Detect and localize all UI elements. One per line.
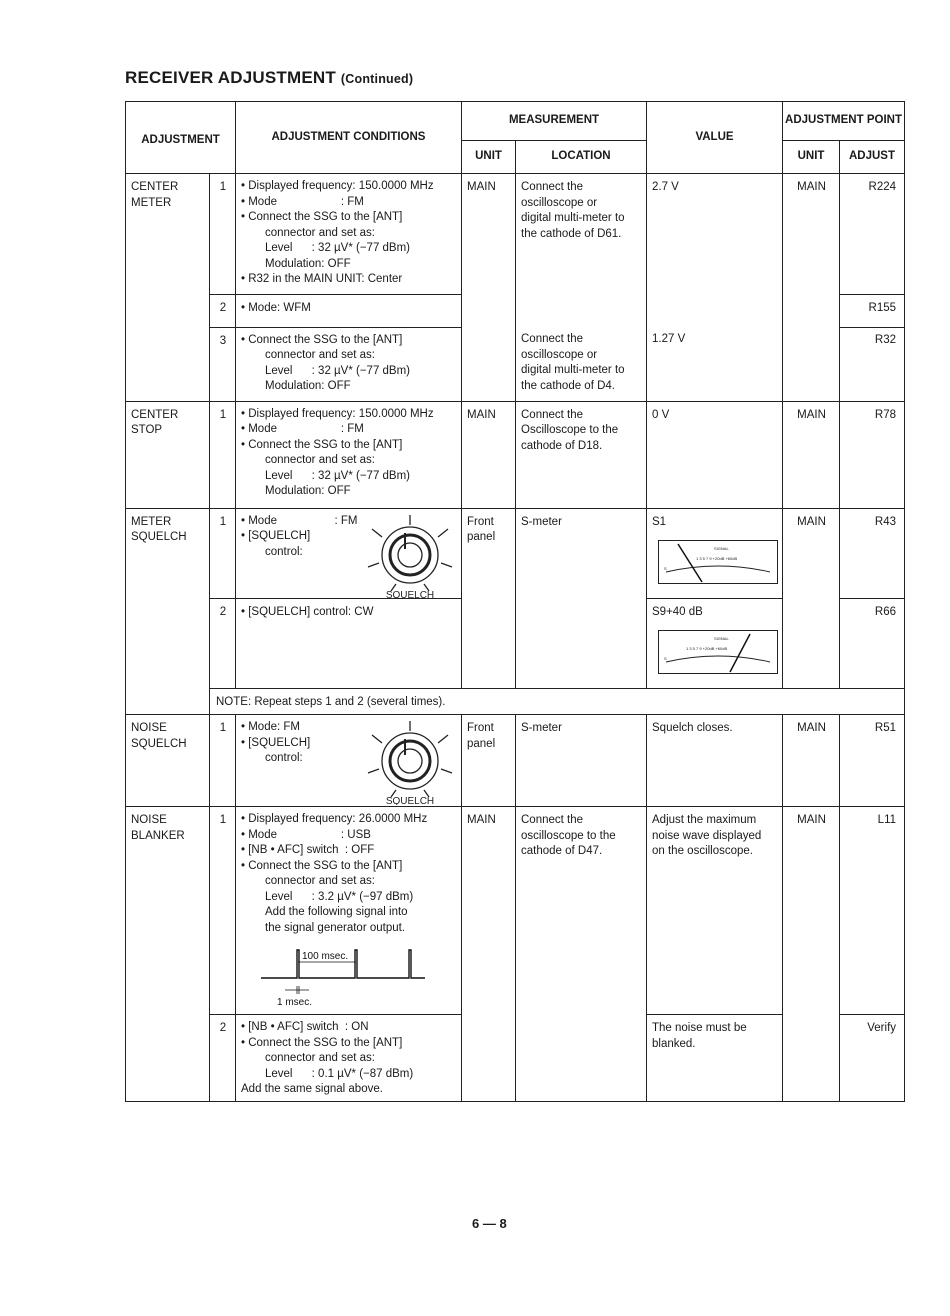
center-meter-name: CENTER METER [126, 174, 210, 402]
svg-text:SIGNAL: SIGNAL [714, 546, 729, 551]
adjust-cell: R78 [840, 401, 905, 508]
header-conditions: ADJUSTMENT CONDITIONS [236, 102, 462, 174]
location-cell: Connect the oscilloscope or digital multi-meter to the cathode of D4. [516, 327, 647, 401]
conditions-cell: • [NB • AFC] switch : ON • Connect the SSG to the [ANT] connector and set as: Level : 0.1 µV* (−87 dBm) Add the same signal above. [236, 1015, 462, 1102]
adj-unit-cell: MAIN [783, 715, 840, 807]
value-cell: 1.27 V [647, 327, 783, 401]
header-adj-point: ADJUSTMENT POINT [783, 102, 905, 141]
step-number: 1 [210, 401, 236, 508]
location-cell: Connect the Oscilloscope to the cathode of D18. [516, 401, 647, 508]
conditions-cell: • Displayed frequency: 26.0000 MHz • Mode : USB • [NB • AFC] switch : OFF • Connect the SSG to the [ANT] connector and set as: Level : 3.2 µV* (−97 dBm) Add the following signal into the signal generator output. 100 msec. 1 msec. [236, 807, 462, 1015]
s-meter-s9-icon [658, 630, 778, 674]
table-row [126, 401, 905, 508]
adjust-cell: R32 [840, 327, 905, 401]
header-value: VALUE [647, 102, 783, 174]
adjust-cell: R66 [840, 598, 905, 688]
adjust-cell: Verify [840, 1015, 905, 1102]
header-location: LOCATION [516, 141, 647, 174]
unit-cell: Front panel [462, 508, 516, 688]
location-cell: S-meter [516, 715, 647, 807]
conditions-cell: • Connect the SSG to the [ANT] connector and set as: Level : 32 µV* (−77 dBm) Modulation: OFF [236, 327, 462, 401]
svg-text:1 3 5 7 9 +20dB +60dB: 1 3 5 7 9 +20dB +60dB [696, 556, 738, 561]
conditions-cell: • Displayed frequency: 150.0000 MHz • Mode : FM • Connect the SSG to the [ANT] connector and set as: Level : 32 µV* (−77 dBm) Modulation: OFF [236, 401, 462, 508]
step-number: 1 [210, 715, 236, 807]
step-number: 2 [210, 1015, 236, 1102]
step-number: 2 [210, 598, 236, 688]
svg-text:S: S [664, 656, 667, 661]
knob-label: SQUELCH [385, 589, 435, 599]
header-adjust: ADJUST [840, 141, 905, 174]
header-row-1 [126, 102, 905, 141]
step-number: 3 [210, 327, 236, 401]
noise-squelch-name: NOISE SQUELCH [126, 715, 210, 807]
header-adj-unit: UNIT [783, 141, 840, 174]
value-cell [647, 294, 783, 327]
step-number: 2 [210, 294, 236, 327]
adjust-cell: R51 [840, 715, 905, 807]
conditions-cell: • Displayed frequency: 150.0000 MHz • Mode : FM • Connect the SSG to the [ANT] connector and set as: Level : 32 µV* (−77 dBm) Modulation: OFF • R32 in the MAIN UNIT: Center [236, 174, 462, 295]
adjust-cell: R43 [840, 508, 905, 598]
page-title [125, 68, 413, 88]
adj-unit-cell: MAIN [783, 508, 840, 688]
table-row [126, 807, 905, 1015]
step-number: 1 [210, 807, 236, 1015]
conditions-cell: • Mode : FM • [SQUELCH] control: SQUELCH [236, 508, 462, 598]
table-row [126, 508, 905, 598]
table-row [126, 688, 905, 715]
step-number: 1 [210, 174, 236, 295]
conditions-cell: • Mode: FM • [SQUELCH] control: SQUELCH [236, 715, 462, 807]
value-cell: 0 V [647, 401, 783, 508]
header-adjustment: ADJUSTMENT [126, 102, 236, 174]
svg-text:SIGNAL: SIGNAL [714, 636, 729, 641]
adjust-cell: L11 [840, 807, 905, 1015]
center-stop-name: CENTER STOP [126, 401, 210, 508]
location-cell: Connect the oscilloscope to the cathode of D47. [516, 807, 647, 1102]
table-row [126, 174, 905, 295]
page-number: 6 — 8 [472, 1216, 507, 1231]
title-main: RECEIVER ADJUSTMENT [125, 68, 336, 87]
value-cell: S1 SIGNAL 1 3 5 7 9 +20dB +60dB S [647, 508, 783, 598]
adj-unit-cell: MAIN [783, 807, 840, 1102]
adj-unit-cell: MAIN [783, 174, 840, 402]
value-cell: The noise must be blanked. [647, 1015, 783, 1102]
meter-squelch-name: METER SQUELCH [126, 508, 210, 715]
header-measurement: MEASUREMENT [462, 102, 647, 141]
noise-blanker-name: NOISE BLANKER [126, 807, 210, 1102]
value-cell: S9+40 dB SIGNAL 1 3 5 7 9 +20dB +60dB S [647, 598, 783, 688]
title-sub: (Continued) [340, 72, 414, 86]
pulse-waveform-icon [257, 946, 427, 1008]
location-cell: S-meter [516, 508, 647, 688]
unit-cell: Front panel [462, 715, 516, 807]
squelch-knob-icon [360, 717, 460, 805]
adj-unit-cell: MAIN [783, 401, 840, 508]
value-cell: 2.7 V [647, 174, 783, 295]
step-number: 1 [210, 508, 236, 598]
knob-label: SQUELCH [385, 796, 435, 805]
adjustment-table [125, 101, 905, 1102]
location-cell [516, 294, 647, 327]
location-cell: Connect the oscilloscope or digital multi-meter to the cathode of D61. [516, 174, 647, 295]
svg-text:1 msec.: 1 msec. [277, 997, 313, 1008]
s-meter-s1-icon [658, 540, 778, 584]
conditions-cell: • [SQUELCH] control: CW [236, 598, 462, 688]
value-cell: Squelch closes. [647, 715, 783, 807]
unit-cell: MAIN [462, 401, 516, 508]
table-row [126, 715, 905, 807]
adjust-cell: R224 [840, 174, 905, 295]
value-cell: Adjust the maximum noise wave displayed on the oscilloscope. [647, 807, 783, 1015]
unit-cell: MAIN [462, 807, 516, 1102]
unit-cell: MAIN [462, 174, 516, 402]
header-unit: UNIT [462, 141, 516, 174]
svg-text:100 msec.: 100 msec. [302, 951, 349, 962]
adjust-cell: R155 [840, 294, 905, 327]
squelch-knob-icon [360, 511, 460, 599]
conditions-cell: • Mode: WFM [236, 294, 462, 327]
svg-text:S: S [664, 566, 667, 571]
svg-text:1 3 5 7 9 +20dB +60dB: 1 3 5 7 9 +20dB +60dB [686, 646, 728, 651]
note-text: NOTE: Repeat steps 1 and 2 (several times). [210, 688, 905, 715]
